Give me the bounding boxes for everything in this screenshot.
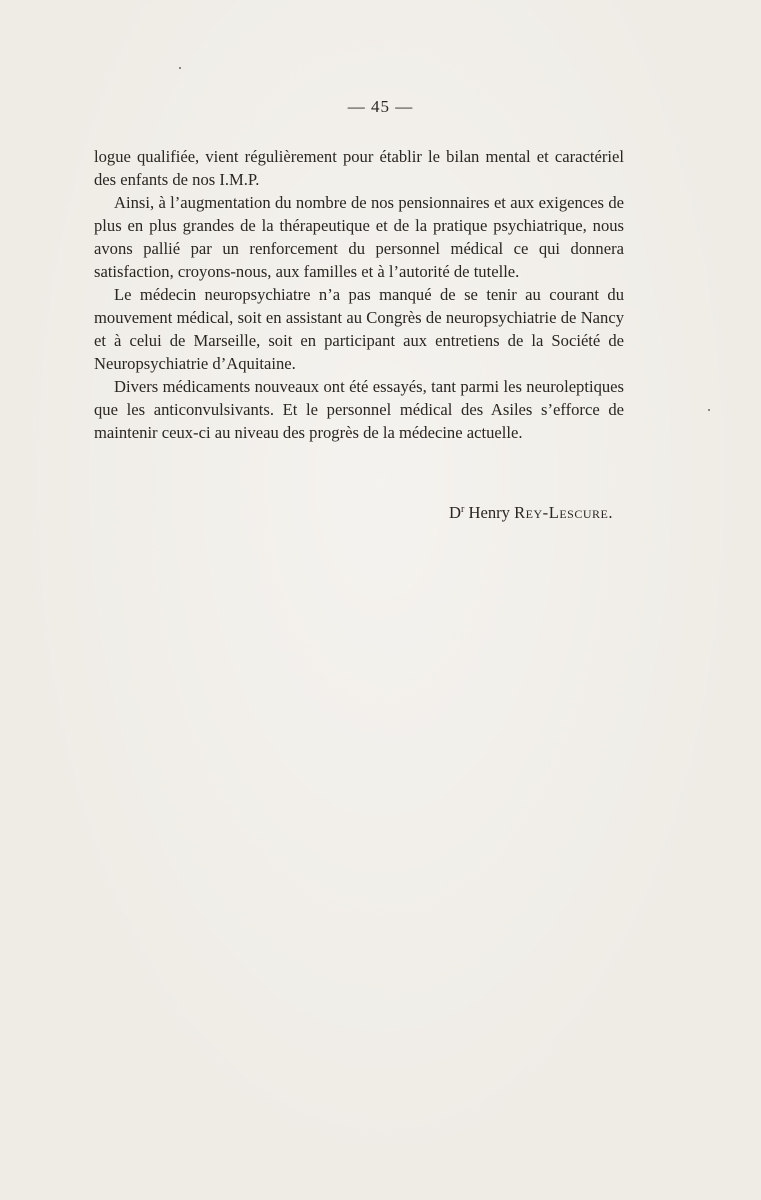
signature-surname: Rey-Lescure. (514, 503, 613, 522)
page-number: — 45 — (347, 97, 414, 116)
body-text (94, 145, 624, 444)
paragraph: Ainsi, à l’augmentation du nombre de nos pensionnaires et aux exigences de plus en plus grandes de la thérapeutique et de la pratique psychiatrique, nous avons pallié par un renforcement du personnel médical ce qui donnera satisfaction, croyons-nous, aux familles et à l’autorité de tutelle. (94, 193, 624, 281)
signature-first-name: Henry (468, 503, 510, 522)
paragraph: Le médecin neuropsychiatre n’a pas manqué de se tenir au courant du mouvement médical, soit en assistant au Congrès de neuropsychiatrie de Nancy et à celui de Marseille, soit en participant aux entretiens de la Société de Neuropsychiatrie d’Aquitaine. (94, 285, 624, 373)
paragraph: Divers médicaments nouveaux ont été essayés, tant parmi les neuroleptiques que les anticonvulsivants. Et le personnel médical des Asiles s’efforce de maintenir ceux-ci au niveau des progrès de la médecine actuelle. (94, 377, 624, 442)
signature (449, 503, 613, 523)
signature-title-superscript: r (460, 504, 465, 515)
paragraph: logue qualifiée, vient régulièrement pour établir le bilan mental et caractériel des enfants de nos I.M.P. (94, 147, 624, 189)
signature-title: $D^r$ (449, 503, 465, 522)
ink-speck (708, 409, 710, 411)
ink-speck (179, 67, 181, 69)
